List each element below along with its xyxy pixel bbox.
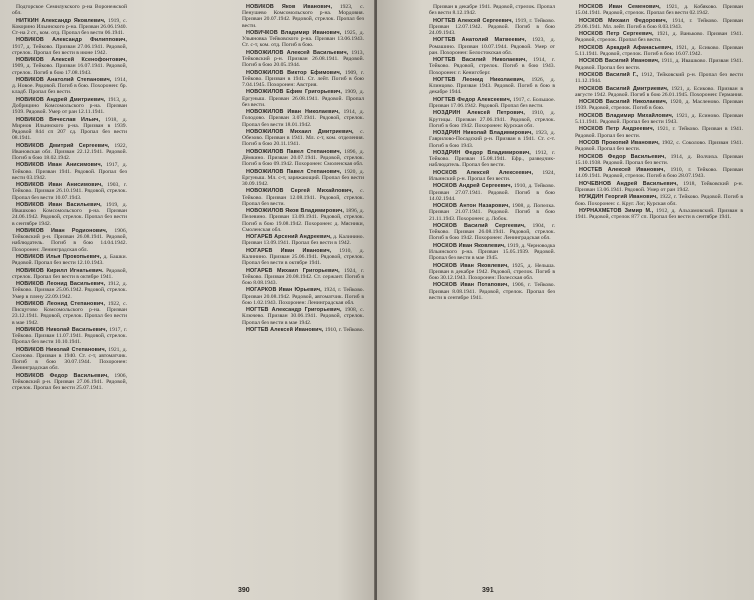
record-name: НОСТЕВ Алексей Иванович, (579, 167, 666, 174)
record-text: 1923, д. Ромашино. Призван 10.07.1944. Рядовой. Умер от ран. Похоронен: Белостокская обл. (429, 37, 555, 56)
record-entry (429, 150, 555, 169)
record-entry (242, 109, 364, 128)
record-text: 1918, д. Мирнов Ильинского р-на. Призван в 1939. Рядовой 844 сп 207 сд. Пропал без вести 08.1941. (12, 116, 127, 142)
record-text: 1904, г. Тейково. Призван 26.08.1941. Рядовой, стрелок. Погиб в бою 1942. Похоронен: Ленинградская обл. (429, 222, 555, 242)
record-entry (242, 327, 364, 333)
record-entry (12, 228, 127, 253)
record-name: НОВИКОВ Иван Анисимович, (16, 182, 103, 189)
record-name: НОВОЖИЛОВ Павел Степанович, (246, 148, 342, 155)
record-entry (12, 18, 127, 37)
record-name: НОВИЧКОВ Владимир Иванович, (246, 30, 342, 36)
record-name: НОСКОВ Иван Семенович, (579, 4, 661, 10)
record-text: 1917, г. Тейково. Призван 11.07.1941. Рядовой, стрелок. Пропал без вести 10.10.1941. (12, 326, 127, 346)
record-name: НОЧЕВНОВ Андрей Васильевич, (579, 180, 679, 187)
record-text: Подгорское Семилукского р-на Воронежской обл. (12, 4, 127, 17)
record-name: НОВИКОВ Иван Васильевич, (16, 201, 102, 208)
record-entry (242, 50, 364, 69)
record-name: НОСОВ Прокопий Иванович, (579, 139, 660, 146)
record-text: 1921, д. Кобяково. Призван 15.04.1941. Рядовой, стрелок. Пропал без вести 02.1942. (575, 4, 744, 17)
record-name: НОСКОВ Андрей Сергеевич, (433, 183, 513, 190)
record-entry (575, 154, 743, 166)
record-text: 1910, г. Тейково. (324, 326, 364, 333)
record-name: НУРНАХМЕТОВ Зимир М., (579, 207, 654, 214)
record-entry (242, 268, 364, 287)
record-text: 1922, г. Тейково. Рядовой. Погиб в бою. Похоронен: с. Круг. Лог, Курская обл. (575, 194, 743, 207)
record-name: НОГТЕВ Александр Григорьевич, (246, 307, 342, 314)
record-entry (242, 4, 364, 29)
record-name: НОВИКОВ Иван Родионович, (16, 227, 108, 234)
record-entry (429, 18, 555, 37)
record-text: 1926, д. Клинцово. Призван 1943. Рядовой. Погиб в бою в декабре 1944. (429, 76, 555, 96)
record-name: НОВОЖИЛОВ Павел Степанович, (246, 168, 342, 175)
record-text: 1918, Тейковский р-н. Призван 13.06.1941. Рядовой. Умер от ран 1942. (575, 180, 744, 193)
record-text: 1913, Тейковский р-н. Призван 26.08.1941. Рядовой. Погиб в бою 20.05.1944. (242, 49, 364, 69)
record-name: НОВИКОВ Леонид Степанович, (16, 300, 106, 307)
record-name: НОВИКОВ Кирилл Игнатьевич. (16, 267, 104, 274)
record-text: 1924, г. Тейково. Призван 20.08.1942. Ст. сержант. Погиб в бою 8.08.1943. (242, 267, 364, 286)
record-text: Призван в декабре 1941. Рядовой, стрелок. Пропал без вести 8.12.1942. (429, 4, 555, 17)
record-name: НОВОЖИЛОВ Ефим Григорьевич, (246, 89, 343, 96)
record-text: 1912, д. Альхамовский. Призван в 1941. Рядовой, стрелок 877 сп. Пропал без вести в сентябре 1941. (575, 207, 743, 221)
record-entry (242, 287, 364, 306)
record-name: НОСКОВ Петр Сергеевич, (579, 31, 654, 38)
record-entry (12, 97, 127, 116)
record-entry (12, 4, 127, 16)
record-entry (429, 130, 555, 149)
record-text: 1921, д. Сосново. Призван в 1940. Ст. с-т, автоматчик. Погиб в бою 30.07.1944. Похоронен: Ленинградская обл. (12, 346, 127, 372)
page-number-right: 391 (482, 587, 494, 594)
record-entry (12, 347, 127, 372)
record-entry (242, 307, 364, 326)
record-name: НОВИКОВ Иван Анисимович, (16, 162, 103, 169)
record-text: 1925, д. Ульяновка Тейковского р-на. Призван 13.06.1943. Ст. с-т, ком. отд. Погиб в бою. (242, 30, 364, 49)
record-text: 1917, с. Большое. Призван 17.06.1942. Рядовой. Пропал без вести. (429, 96, 555, 109)
record-entry (429, 4, 555, 16)
record-entry (12, 182, 127, 201)
record-text: с. Тейково. Призван 12.08.1941. Рядовой, стрелок. Пропал без вести. (242, 188, 364, 207)
record-text: 1920, д. Ергуныш. Мл. с-т, заряжающий. Пропал без вести 30.09.1942. (242, 168, 364, 187)
record-name: НОВИКОВ Анатолий Степанович, (16, 76, 112, 83)
record-name: НОГТЕВ Федор Алексеевич, (433, 96, 512, 103)
record-text: 1921, д. Есиково. Призван в августе 1942. Рядовой. Погиб в бою 26.01.1945. Похоронен: Германия. (575, 85, 743, 98)
record-entry (12, 254, 127, 266)
record-entry (12, 117, 127, 142)
record-name: НОСКОВ Василий Г., (579, 71, 639, 78)
record-entry (242, 188, 364, 207)
record-name: НОВИКОВ Яков Иванович, (246, 4, 333, 10)
right-page (377, 0, 754, 600)
record-text: 1903, г. Тейково. Призван 26.10.1941. Рядовой, стрелок. Пропал без вести 10.07.1943. (12, 182, 127, 201)
record-entry (575, 45, 743, 57)
record-entry (575, 181, 743, 193)
record-text: 1912, д. Тейково. Призван 25.06.1942. Рядовой, стрелок. Умер в плену 22.09.1942. (12, 281, 127, 300)
record-text: 1925, д. Нельша. Призван в декабре 1942. Рядовой, стрелок. Погиб в бою 30.12.1943. Похоронен: Полесская обл. (429, 262, 555, 281)
record-text: 1919, г. Тейково. Призван 12.07.1942. Рядовой. Погиб в бою 24.09.1943. (429, 17, 556, 36)
record-entry (429, 170, 555, 182)
record-name: НОГАРЕВ Арсений Андреевич, (246, 234, 332, 241)
record-name: НОГТЕВ Анатолий Матвеевич, (433, 37, 527, 44)
record-text: 1923, с. Пенушево Комсомольского р-на. Мордовия. Призван 20.07.1942. Рядовой, стрелок. Пропал без вести. (242, 4, 364, 29)
record-entry (575, 86, 743, 98)
record-text: 1908, с. Ключево. Призван 30.06.1941. Рядовой, стрелок. Пропал без вести в мае 1942. (242, 307, 364, 326)
record-entry (429, 223, 555, 242)
record-name: НОСКОВ Василий Николаевич, (579, 99, 668, 106)
record-name: НОВОЖИЛОВ Сергей Михайлович, (246, 188, 354, 195)
record-entry (429, 37, 555, 56)
record-text: с. Обезово. Призван в 1941. Мл. с-т, ком. отделения. Погиб в бою 20.11.1941. (242, 128, 364, 148)
record-entry (429, 263, 555, 282)
record-name: НОЗДРИН Алексей Петрович, (433, 110, 525, 117)
record-entry (575, 58, 743, 70)
record-entry (12, 327, 127, 346)
record-name: НОСКОВ Иван Яковлевич, (433, 242, 506, 249)
record-entry (242, 208, 364, 233)
record-name: НОСКОВ Владимир Михайлович, (579, 112, 674, 119)
record-entry (242, 129, 364, 148)
record-name: НОСКОВ Алексей Алексеевич, (433, 169, 534, 176)
record-text: 1911, д. Ивашково. Призван 1941. Рядовой. Пропал без вести. (575, 58, 743, 71)
record-name: НОГТЕВ Василий Николаевич, (433, 57, 527, 64)
record-name: НОВИКОВ Федор Васильевич, (16, 372, 109, 379)
record-entry (575, 113, 743, 125)
record-entry (242, 234, 364, 246)
record-name: НОВОЖИЛОВ Виктор Ефимович, (246, 69, 342, 76)
record-text: 1896, д. Дёмкино. Призван 20.07.1941. Рядовой, стрелок. Погиб в бою 09.1942. Похоронен: Смоленская обл. (242, 148, 364, 168)
record-text: 1909, д. Тейково. Призван 16.07.1941. Рядовой, стрелок. Погиб в бою 17.08.1943. (12, 63, 127, 76)
record-text: 1909, д. Ергуныш. Призван 26.08.1941. Рядовой. Пропал без вести. (242, 89, 364, 108)
record-name: НОВИКОВ Алексей Ксенофонтович, (16, 57, 127, 64)
record-name: НОВОЖИЛОВ Иван Николаевич, (246, 109, 340, 116)
record-name: НОВИКОВ Николай Степанович, (16, 346, 107, 353)
record-text: 1920, д. Масленово. Призван 1939. Рядовой, стрелок. Погиб в бою. (575, 99, 743, 112)
record-name: НОСКОВ Федор Васильевич, (579, 153, 666, 160)
record-text: 1910, д. Калинино. Призван 25.06.1941. Рядовой, стрелок. Пропал без вести в октябре 1941. (242, 247, 364, 267)
record-text: 1919, с. Кокорино Ильинского р-на. Призван 26.06.1940. Ст-на 2 ст., ком. отд. Пропал без вести 06.1941. (12, 17, 127, 36)
record-entry (575, 18, 743, 30)
record-text: 1912, г. Тейково. Призван 15.08.1941. Ефр., разведчик-наблюдатель. Пропал без вести. (429, 149, 555, 169)
record-entry (242, 70, 364, 89)
record-text: 1913, д. Добрицино Комсомольского р-на. Призван 1939. Рядовой. Умер от ран 12.11.1941. (12, 96, 127, 116)
record-text: 1921, д. Есиново. Призван 5.11.1941. Рядовой. Пропал без вести 1943. (575, 112, 743, 125)
record-text: 1908, д. Попелка. Призван 21.07.1941. Рядовой. Погиб в бою 21.11.1943. Похоронен: д. Лобок. (429, 203, 555, 222)
record-text: 1910, г. Тейково. Призван 14.09.1941. Рядовой, стрелок. Погиб в бою 28.07.1943. (575, 167, 744, 180)
record-entry (12, 57, 127, 76)
record-entry (575, 99, 743, 111)
record-text: 1923, д. Гаврилово-Посадский р-н. Призван в 1941. Ст. с-т. Погиб в бою 1943. (429, 130, 555, 149)
record-entry (12, 37, 127, 56)
record-entry (12, 301, 127, 326)
text-column-3 (429, 4, 555, 302)
record-entry (242, 248, 364, 267)
record-name: НОГТЕВ Алексей Иванович, (246, 326, 324, 333)
record-entry (429, 97, 555, 109)
text-column-4 (575, 4, 743, 222)
record-text: 1917, д. Тейково. Призван 1941. Рядовой. Пропал без вести 03.1942. (12, 162, 127, 181)
record-name: НОСКОВ Иван Потапович, (433, 282, 510, 289)
text-column-2 (242, 4, 364, 334)
record-name: НОГТЕВ Леонид Николаевич, (433, 76, 525, 83)
record-name: НОВОЖИЛОВ Алексей Васильевич, (246, 49, 349, 56)
record-name: НУЖДИН Георгий Иванович, (579, 194, 658, 201)
record-name: НИТКИН Александр Яковлевич, (16, 17, 106, 24)
record-name: НОГТЕВ Алексей Сергеевич, (433, 17, 514, 24)
record-name: НОВИКОВ Вячеслав Ильич, (16, 116, 101, 123)
record-name: НОЗДРИН Федор Владимирович, (433, 149, 531, 156)
record-entry (575, 167, 743, 179)
record-name: НОСКОВ Аркадий Афанасьевич, (579, 44, 673, 51)
record-text: д. Калинино. Призван 13.09.1941. Пропал без вести в 1942. (242, 234, 364, 247)
left-page (0, 0, 375, 600)
record-name: НОВИКОВ Илья Прокопьевич, (16, 253, 102, 260)
record-name: НОВОЖИЛОВ Яков Владимирович, (246, 208, 345, 215)
record-text: д. Башки. Рядовой. Пропал без вести 12.10.1943. (12, 253, 127, 267)
record-entry (429, 243, 555, 262)
record-name: НОВИКОВ Дмитрий Сергеевич, (16, 142, 110, 149)
record-text: 1914, г. Тейково. Призван 29.06.1941. Мл. лейт. Погиб в бою 8.03.1943. (575, 17, 743, 30)
record-entry (242, 169, 364, 188)
record-entry (12, 143, 127, 162)
record-entry (12, 268, 127, 280)
record-text: 1917, д. Тейково. Призван 27.06.1941. Рядовой, стрелок. Пропал без вести в июне 1942. (12, 43, 127, 56)
record-entry (575, 194, 743, 206)
record-name: НОСКОВ Василий Иванович, (579, 58, 660, 65)
record-name: НОГАРЕВ Михаил Григорьевич, (246, 267, 340, 274)
record-entry (242, 89, 364, 108)
record-entry (575, 126, 743, 138)
record-name: НОСКОВ Михаил Федорович, (579, 17, 668, 24)
record-text: 1919, д. Черноводка Ильинского р-на. Призван 15.05.1939. Рядовой. Пропал без вести в мае 1945. (429, 242, 555, 262)
record-text: 1919, д. Ивашково Комсомольского р-на. Призван 24.06.1942. Рядовой, стрелок. Пропал без вести в сентябре 1942. (12, 201, 127, 227)
record-entry (429, 203, 555, 222)
record-entry (575, 208, 743, 220)
record-text: 1914, д. Голодово. Призван 3.07.1941. Рядовой, стрелок. Пропал без вести 18.01.1942. (242, 109, 364, 128)
record-text: 1914, д. Волчиха. Призван 15.10.1938. Рядовой. Пропал без вести. (575, 153, 743, 166)
record-name: НОЗДРИН Николай Владимирович, (433, 130, 533, 137)
record-name: НОГАРКОВ Иван Юрьевич, (246, 287, 322, 294)
record-entry (575, 4, 743, 16)
record-entry (575, 31, 743, 43)
record-text: 1921, д. Есиково. Призван 5.11.1941. Рядовой, стрелок. Погиб в бою 16.07.1942. (575, 44, 743, 57)
record-text: 1922, с. Писцугово Комсомольского р-на. Призван 23.12.1941. Рядовой, стрелок. Пропал без вести в мае 1942. (12, 300, 128, 326)
record-text: 1902, с. Соколово. Призван 1941. Рядовой. Пропал без вести. (575, 139, 743, 153)
record-name: НОВИКОВ Леонид Васильевич, (16, 281, 106, 288)
record-entry (12, 373, 127, 392)
record-entry (429, 282, 555, 301)
record-text: 1914, г. Тейково. Рядовой, стрелок. Погиб в бою 1943. Похоронен: г. Кенигсберг. (429, 57, 555, 76)
record-entry (242, 149, 364, 168)
record-name: НОСКОВ Иван Яковлевич, (433, 262, 509, 269)
record-text: 1906, Тейковский р-н. Призван 27.06.1941. Рядовой, стрелок. Пропал без вести 25.07.1941. (12, 372, 127, 392)
record-name: НОСКОВ Антон Назарович, (433, 203, 510, 210)
record-entry (12, 162, 127, 181)
record-text: 1921, г. Тейково. Призван в 1941. Рядовой. Пропал без вести. (575, 126, 743, 139)
record-entry (429, 57, 555, 76)
record-entry (12, 202, 127, 227)
record-entry (429, 183, 555, 202)
record-text: 1910, д. Крутицы. Призван 27.06.1941. Рядовой, стрелок. Погиб в бою 1942. Похоронен: Курская обл. (429, 110, 556, 129)
record-entry (575, 72, 743, 84)
record-name: НОСКОВ Василий Сергеевич, (433, 222, 526, 229)
record-name: НОГАРЕВ Иван Иванович, (246, 247, 332, 254)
record-text: 1912, Тейковский р-н. Пропал без вести 11.12.1944. (575, 71, 743, 85)
record-text: 1921, д. Ваньково. Призван 1941. Рядовой, стрелок. Пропал без вести. (575, 31, 743, 44)
record-name: НОВИКОВ Андрей Дмитриевич, (16, 96, 106, 103)
record-entry (12, 281, 127, 300)
record-text: 1896, д. Пелевино. Призван 13.09.1941. Рядовой, стрелок. Погиб в бою 19.08.1942. Похоронен: д. Мясники, Смоленская обл. (242, 208, 364, 233)
record-name: НОВОЖИЛОВ Михаил Дмитриевич, (246, 128, 354, 135)
record-text: 1910, д. Тейково. Призван 27.07.1941. Рядовой. Погиб в бою 14.02.1944. (429, 183, 555, 202)
record-text: 1906, Тейковский р-н. Призван 26.08.1941. Рядовой, наблюдатель. Погиб в бою 14.04.1942. Похоронен: Ленинградская обл. (12, 227, 128, 253)
record-name: НОВИКОВ Александр Филиппович, (16, 37, 127, 44)
record-text: 1906, г. Тейково. Призван 8.08.1941. Рядовой, стрелок. Пропал без вести в сентябре 1941. (429, 282, 555, 301)
record-entry (429, 110, 555, 129)
record-entry (242, 30, 364, 49)
record-entry (12, 77, 127, 96)
record-name: НОСКОВ Петр Андреевич, (579, 126, 655, 133)
record-name: НОВИКОВ Николай Васильевич, (16, 326, 108, 333)
text-column-1 (12, 4, 127, 393)
record-entry (429, 77, 555, 96)
record-text: 1924, г. Тейково. Призван 20.08.1942. Рядовой, автоматчик. Погиб в бою 1.02.1943. Похоронен: Ленинградская обл. (242, 287, 364, 306)
record-text: 1924, Ильинский р-н. Пропал без вести. (429, 169, 555, 182)
record-text: 1914, д. Новое. Рядовой. Погиб в бою. Похоронен: бр. кладб. Пропал без вести. (12, 76, 127, 96)
record-text: 1922, Ивановская обл. Призван 22.12.1941. Рядовой. Погиб в бою 18.02.1942. (12, 142, 127, 161)
page-number-left: 390 (238, 587, 250, 594)
record-name: НОСКОВ Василий Дмитриевич, (579, 85, 669, 92)
record-entry (575, 140, 743, 152)
record-text: Рядовой, стрелок. Пропал без вести в октябре 1941. (12, 267, 128, 280)
record-text: 1909, г. Тейково. Призван в 1941. Ст. лейт. Погиб в бою 7.04.1945. Похоронен: Австрия. (242, 69, 364, 88)
